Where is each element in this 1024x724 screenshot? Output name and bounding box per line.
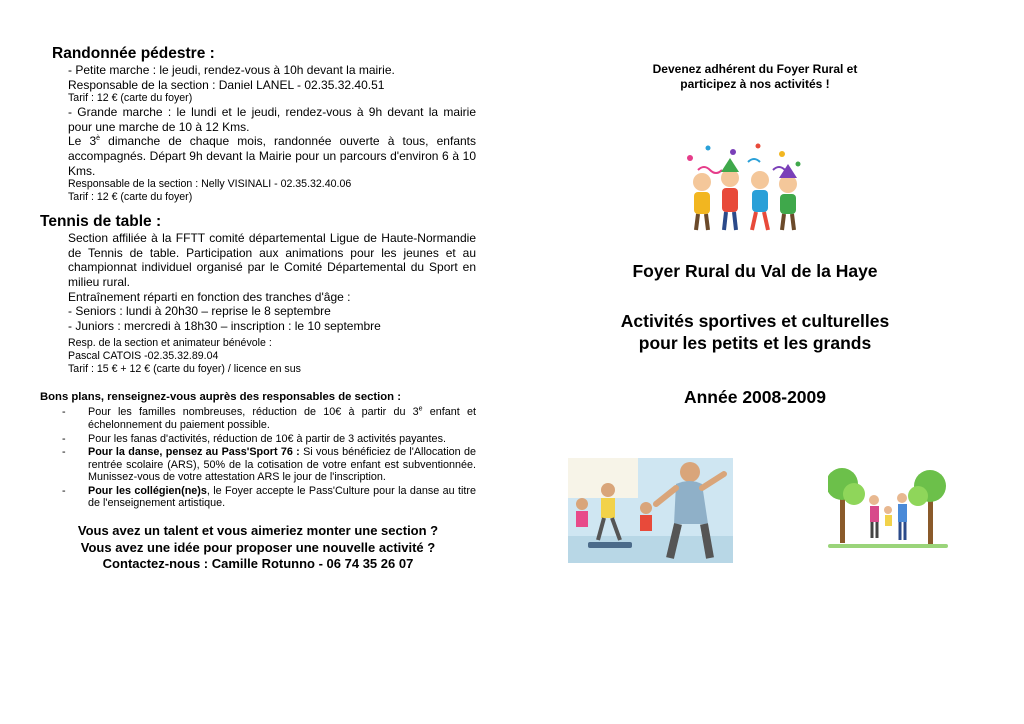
subtitle-line-2: pour les petits et les grands bbox=[638, 333, 872, 353]
seniors-text: - Seniors : lundi à 20h30 – reprise le 8 septembre bbox=[68, 304, 331, 319]
fitness-class-illustration bbox=[568, 458, 733, 563]
randonnee-content bbox=[68, 63, 476, 204]
page-title: Foyer Rural du Val de la Haye bbox=[632, 261, 878, 281]
list-item: - Pour les familles nombreuses, réduction de 10€ à partir du 3e enfant et échelonnement du paiement possible. bbox=[62, 405, 476, 431]
family-walk-illustration bbox=[828, 458, 948, 553]
bons-plans-title: Bons plans, renseignez-vous auprès des responsables de section : bbox=[40, 391, 401, 404]
list-item: - Pour les collégien(ne)s, le Foyer accepte le Pass'Culture pour la danse au titre de l'enseignement artistique. bbox=[62, 484, 477, 510]
confetti-icon bbox=[687, 144, 801, 174]
section-title-randonnee: Randonnée pédestre : bbox=[52, 45, 215, 62]
dimanche-text: Le $3^è$ dimanche de chaque mois, randonnée ouverte à tous, enfants accompagnés. Départ 9h devant la Mairie pour un parcours d'environ 6 à 10 Kms. bbox=[68, 134, 476, 178]
tennis-description: Section affiliée à la FFTT comité départemental Ligue de Haute-Normandie de Tennis de table. Participation aux animations pour les jeunes et au championnat individuel organisé par le Comité Départemental du Sport en milieu rural. bbox=[68, 231, 476, 289]
season-year: Année 2008-2009 bbox=[683, 387, 827, 407]
list-item: - Pour les fanas d'activités, réduction de 10€ à partir de 3 activités payantes. bbox=[62, 432, 446, 445]
party-people-illustration bbox=[678, 140, 808, 235]
subtitle-line-1: Activités sportives et culturelles bbox=[620, 311, 890, 331]
person-4-icon bbox=[779, 164, 797, 230]
page-subtitle bbox=[560, 310, 950, 354]
contact-line-phone: Contactez-nous : Camille Rotunno - 06 74 35 26 07 bbox=[102, 556, 414, 572]
tennis-responsable-name: Pascal CATOIS -02.35.32.89.04 bbox=[68, 350, 219, 363]
section-title-tennis: Tennis de table : bbox=[40, 213, 162, 231]
tennis-responsable: Resp. de la section et animateur bénévole : bbox=[68, 337, 272, 350]
section-randonnee bbox=[40, 44, 476, 204]
invite-line-2: participez à nos activités ! bbox=[680, 77, 830, 91]
invite-text bbox=[560, 62, 950, 92]
tennis-content bbox=[68, 231, 476, 376]
contact-line-talent: Vous avez un talent et vous aimeriez monter une section ? bbox=[77, 523, 439, 539]
invite-line-1: Devenez adhérent du Foyer Rural et bbox=[652, 62, 858, 76]
list-item: - Pour la danse, pensez au Pass'Sport 76 : Si vous bénéficiez de l'Allocation de rentrée scolaire (ARS), 50% de la cotisation de votre enfant est subventionnée. Munissez-vous de votre attestation ARS le jour de l'inscription. bbox=[62, 446, 476, 484]
responsable-2: Responsable de la section : Nelly VISINALI - 02.35.32.40.06 bbox=[68, 178, 352, 191]
person-3-icon bbox=[751, 171, 769, 230]
person-1-icon bbox=[693, 173, 711, 230]
contact-line-idee: Vous avez une idée pour proposer une nouvelle activité ? bbox=[80, 539, 436, 555]
family-icon bbox=[869, 493, 907, 540]
juniors-text: - Juniors : mercredi à 18h30 – inscription : le 10 septembre bbox=[68, 318, 381, 333]
petite-marche-text: - Petite marche : le jeudi, rendez-vous à 10h devant la mairie. bbox=[68, 63, 395, 77]
cover-page bbox=[560, 0, 950, 724]
tarif-2: Tarif : 12 € (carte du foyer) bbox=[68, 191, 193, 204]
person-2-icon bbox=[721, 158, 739, 230]
left-column bbox=[40, 44, 476, 573]
grande-marche-text: - Grande marche : le lundi et le jeudi, rendez-vous à 9h devant la mairie pour une marche de 10 à 12 Kms. bbox=[68, 105, 476, 134]
section-tennis bbox=[40, 212, 476, 376]
responsable-1: Responsable de la section : Daniel LANEL - 02.35.32.40.51 bbox=[68, 77, 385, 92]
bons-plans-list bbox=[40, 406, 476, 510]
entrainement-text: Entraînement réparti en fonction des tranches d'âge : bbox=[68, 289, 351, 304]
contact-block bbox=[40, 523, 476, 573]
tennis-tarif: Tarif : 15 € + 12 € (carte du foyer) / licence en sus bbox=[68, 363, 301, 376]
tarif-1: Tarif : 12 € (carte du foyer) bbox=[68, 92, 193, 105]
